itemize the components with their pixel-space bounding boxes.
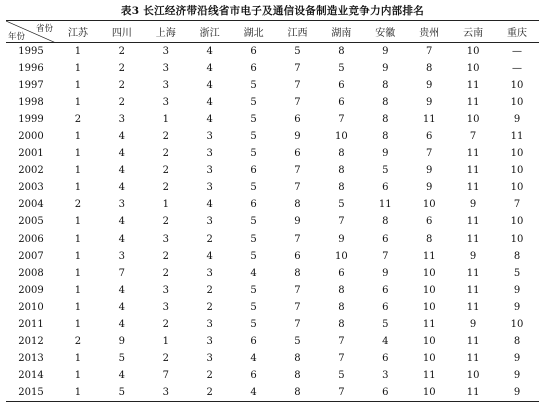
rank-cell: 7: [338, 353, 345, 365]
rank-cell: 7: [294, 319, 301, 331]
rank-cell: 2: [162, 182, 169, 194]
year-cell: 2011: [18, 319, 44, 331]
rank-cell: 4: [206, 113, 213, 125]
column-header-province: 贵州: [407, 21, 451, 43]
rank-cell: 7: [338, 216, 345, 228]
table-row: [6, 128, 539, 145]
rank-cell: 3: [382, 370, 389, 382]
year-cell: 1995: [18, 45, 44, 57]
rank-cell: 7: [338, 113, 345, 125]
rank-cell: 6: [382, 284, 389, 296]
rank-cell: 1: [162, 113, 169, 125]
rank-cell: 2: [118, 62, 126, 74]
rank-cell: 9: [513, 353, 521, 365]
rank-cell: 4: [206, 199, 213, 211]
rank-cell: 6: [382, 182, 389, 194]
rank-cell: 5: [250, 250, 257, 262]
rank-cell: 8: [338, 148, 345, 160]
rank-cell: 11: [466, 353, 480, 365]
rank-cell: 5: [382, 165, 389, 177]
year-cell: 1998: [18, 96, 44, 108]
table-row: [6, 77, 539, 94]
rank-cell: 6: [382, 233, 389, 245]
rank-cell: 5: [118, 353, 126, 365]
rank-cell: 3: [206, 165, 213, 177]
rank-cell: 5: [250, 148, 257, 160]
rank-cell: 9: [469, 319, 477, 331]
rank-cell: 11: [510, 131, 524, 143]
rank-cell: 8: [338, 319, 345, 331]
table-row: [6, 231, 539, 248]
rank-cell: 2: [74, 199, 82, 211]
rank-cell: 3: [206, 267, 213, 279]
rank-cell: 4: [118, 216, 126, 228]
rank-cell: 9: [382, 267, 389, 279]
rank-cell: 7: [294, 233, 301, 245]
rank-cell: 5: [513, 267, 521, 279]
header-row: [6, 21, 539, 43]
rank-cell: 2: [162, 319, 169, 331]
rank-cell: 2: [206, 284, 213, 296]
rank-cell: 6: [250, 62, 257, 74]
rank-cell: 9: [426, 79, 433, 91]
rank-cell: 9: [513, 113, 521, 125]
column-header-province: 云南: [451, 21, 495, 43]
rank-cell: 8: [382, 131, 389, 143]
column-header-province: 江西: [276, 21, 320, 43]
rank-cell: 4: [118, 301, 126, 313]
rank-cell: 9: [426, 96, 433, 108]
rank-cell: 3: [118, 250, 126, 262]
rank-cell: 8: [338, 284, 345, 296]
year-cell: 2009: [18, 284, 44, 296]
rank-cell: 8: [294, 267, 301, 279]
rank-cell: 5: [382, 319, 389, 331]
rank-cell: 1: [74, 267, 82, 279]
rank-cell: 5: [250, 96, 257, 108]
rank-cell: 5: [294, 336, 301, 348]
rank-cell: 5: [250, 216, 257, 228]
rank-cell: 6: [294, 250, 301, 262]
rank-cell: 1: [74, 353, 82, 365]
year-cell: 2001: [18, 148, 44, 160]
rank-cell: 10: [510, 182, 524, 194]
rank-cell: 6: [382, 353, 389, 365]
rank-cell: 4: [206, 45, 213, 57]
rank-cell: 5: [338, 62, 345, 74]
year-cell: 2000: [18, 131, 44, 143]
rank-cell: 11: [466, 165, 480, 177]
rank-cell: 6: [338, 79, 345, 91]
rank-cell: 11: [422, 319, 436, 331]
rank-cell: 5: [250, 319, 257, 331]
rank-cell: 1: [74, 45, 82, 57]
rank-cell: 4: [118, 148, 126, 160]
rank-cell: 1: [74, 79, 82, 91]
rank-cell: 6: [338, 96, 345, 108]
rank-cell: 4: [206, 79, 213, 91]
rank-cell: 11: [466, 182, 480, 194]
rank-cell: 8: [294, 199, 301, 211]
table-row: [6, 162, 539, 179]
rank-cell: 3: [162, 62, 169, 74]
rank-cell: 2: [118, 79, 126, 91]
rank-cell: 7: [426, 45, 433, 57]
rank-cell: 5: [250, 284, 257, 296]
table-row: [6, 213, 539, 230]
year-cell: 2010: [18, 301, 44, 313]
rank-cell: 1: [74, 370, 82, 382]
rank-cell: 2: [74, 336, 82, 348]
rank-cell: 7: [294, 301, 301, 313]
rank-cell: 1: [74, 301, 82, 313]
rank-cell: 6: [250, 370, 257, 382]
rank-cell: 11: [466, 284, 480, 296]
rank-cell: 6: [250, 336, 257, 348]
rank-cell: 9: [513, 301, 521, 313]
rank-cell: 7: [294, 165, 301, 177]
rank-cell: 1: [162, 336, 169, 348]
rank-cell: 1: [74, 62, 82, 74]
rank-cell: 2: [118, 96, 126, 108]
rank-cell: 8: [513, 336, 521, 348]
rank-cell: 7: [319, 384, 363, 401]
year-cell: 1999: [18, 113, 44, 125]
rank-cell: 9: [495, 384, 539, 401]
year-cell: 2014: [18, 370, 44, 382]
rank-cell: 8: [338, 165, 345, 177]
table-row: [6, 145, 539, 162]
year-cell: 2008: [18, 267, 44, 279]
rank-cell: 3: [206, 148, 213, 160]
rank-cell: 10: [335, 250, 348, 262]
rank-cell: 11: [466, 79, 480, 91]
column-header-province: 安徽: [363, 21, 407, 43]
rank-cell: 3: [118, 113, 126, 125]
rank-cell: 10: [466, 113, 480, 125]
rank-cell: 3: [162, 233, 169, 245]
rank-cell: 1: [74, 250, 82, 262]
rank-cell: 10: [510, 233, 524, 245]
rank-cell: 11: [378, 199, 392, 211]
rank-cell: 11: [466, 267, 480, 279]
rank-cell: 1: [162, 199, 169, 211]
rank-cell: 8: [426, 233, 433, 245]
rank-cell: 10: [422, 353, 436, 365]
rank-cell: 5: [338, 370, 345, 382]
rank-cell: 2: [162, 267, 169, 279]
rank-cell: 11: [422, 370, 436, 382]
rank-cell: 8: [382, 216, 389, 228]
rank-cell: 10: [510, 79, 524, 91]
rank-cell: 11: [466, 96, 480, 108]
rank-cell: 3: [118, 199, 126, 211]
rank-cell: 4: [250, 267, 257, 279]
table-row: [6, 60, 539, 77]
rank-cell: 6: [250, 165, 257, 177]
rank-cell: 5: [250, 233, 257, 245]
rank-cell: 10: [466, 370, 480, 382]
rank-cell: 3: [206, 336, 213, 348]
rank-cell: 8: [294, 353, 301, 365]
rank-cell: 8: [382, 113, 389, 125]
rank-cell: 6: [294, 148, 301, 160]
table-row: [6, 265, 539, 282]
rank-cell: 8: [382, 96, 389, 108]
rank-cell: 1: [74, 319, 82, 331]
rank-cell: 10: [510, 148, 524, 160]
rank-cell: 2: [206, 233, 213, 245]
ranking-table: [6, 20, 539, 402]
rank-cell: 3: [206, 353, 213, 365]
rank-cell: —: [512, 62, 523, 74]
rank-cell: 4: [232, 384, 276, 401]
rank-cell: 4: [206, 96, 213, 108]
rank-cell: 7: [294, 79, 301, 91]
rank-cell: 7: [294, 62, 301, 74]
year-cell: 1996: [18, 62, 44, 74]
rank-cell: 1: [74, 182, 82, 194]
rank-cell: 3: [162, 284, 169, 296]
rank-cell: 5: [338, 199, 345, 211]
year-cell: 2002: [18, 165, 44, 177]
rank-cell: 6: [363, 384, 407, 401]
rank-cell: 6: [338, 267, 345, 279]
rank-cell: 3: [162, 45, 169, 57]
year-cell: 2007: [18, 250, 44, 262]
rank-cell: 6: [250, 199, 257, 211]
rank-cell: 8: [338, 182, 345, 194]
rank-cell: 11: [466, 233, 480, 245]
rank-cell: 4: [118, 165, 126, 177]
rank-cell: 3: [206, 216, 213, 228]
rank-cell: 10: [510, 319, 524, 331]
rank-cell: 4: [118, 233, 126, 245]
rank-cell: 8: [338, 301, 345, 313]
rank-cell: 2: [162, 216, 169, 228]
rank-cell: 9: [469, 250, 477, 262]
rank-cell: 10: [510, 216, 524, 228]
rank-cell: 5: [250, 182, 257, 194]
rank-cell: 2: [206, 301, 213, 313]
rank-cell: 3: [162, 301, 169, 313]
rank-cell: 11: [466, 336, 480, 348]
rank-cell: 9: [382, 62, 389, 74]
rank-cell: 10: [510, 165, 524, 177]
rank-cell: 11: [466, 216, 480, 228]
year-cell: 2012: [18, 336, 44, 348]
rank-cell: 11: [466, 301, 480, 313]
table-row: [6, 384, 539, 401]
rank-cell: 10: [335, 131, 348, 143]
rank-cell: 3: [144, 384, 188, 401]
rank-cell: 2: [118, 45, 126, 57]
rank-cell: 2: [74, 113, 82, 125]
rank-cell: 10: [407, 384, 451, 401]
column-header-province: 四川: [100, 21, 144, 43]
rank-cell: 7: [513, 199, 521, 211]
rank-cell: 2: [162, 250, 169, 262]
column-header-province: 浙江: [188, 21, 232, 43]
table-title: 表3 长江经济带沿线省市电子及通信设备制造业竞争力内部排名: [120, 5, 425, 17]
table-row: [6, 248, 539, 265]
rank-cell: 2: [162, 148, 169, 160]
rank-cell: 1: [74, 148, 82, 160]
rank-cell: 9: [338, 233, 345, 245]
rank-cell: 6: [294, 113, 301, 125]
rank-cell: 6: [426, 131, 433, 143]
rank-cell: 9: [513, 370, 521, 382]
table-row: [6, 350, 539, 367]
rank-cell: 2: [206, 370, 213, 382]
rank-cell: 9: [382, 45, 389, 57]
column-header-province: 重庆: [495, 21, 539, 43]
column-header-province: 湖南: [319, 21, 363, 43]
rank-cell: 3: [206, 182, 213, 194]
rank-cell: 7: [294, 96, 301, 108]
rank-cell: —: [512, 45, 523, 57]
rank-cell: 3: [162, 96, 169, 108]
rank-cell: 7: [162, 370, 169, 382]
rank-cell: 11: [422, 113, 436, 125]
table-row: [6, 282, 539, 299]
rank-cell: 4: [118, 182, 126, 194]
column-header-province: 湖北: [232, 21, 276, 43]
rank-cell: 8: [294, 370, 301, 382]
rank-cell: 4: [118, 284, 126, 296]
year-cell: 2015: [6, 384, 56, 401]
rank-cell: 11: [422, 250, 436, 262]
rank-cell: 1: [74, 131, 82, 143]
rank-cell: 4: [118, 319, 126, 331]
corner-label-province: 省份: [35, 24, 53, 34]
table-row: [6, 299, 539, 316]
rank-cell: 4: [250, 353, 257, 365]
rank-cell: 8: [338, 45, 345, 57]
rank-cell: 6: [426, 216, 433, 228]
rank-cell: 4: [118, 370, 126, 382]
year-cell: 2006: [18, 233, 44, 245]
rank-cell: 9: [382, 148, 389, 160]
rank-cell: 10: [466, 62, 480, 74]
rank-cell: 1: [74, 96, 82, 108]
rank-cell: 10: [510, 96, 524, 108]
rank-cell: 8: [513, 250, 521, 262]
rank-cell: 10: [422, 267, 436, 279]
table-row: [6, 179, 539, 196]
rank-cell: 5: [294, 45, 301, 57]
rank-cell: 2: [162, 165, 169, 177]
rank-cell: 1: [74, 165, 82, 177]
rank-cell: 5: [100, 384, 144, 401]
rank-cell: 2: [162, 131, 169, 143]
rank-cell: 1: [74, 284, 82, 296]
year-cell: 2003: [18, 182, 44, 194]
rank-cell: 3: [206, 131, 213, 143]
rank-cell: 11: [451, 384, 495, 401]
rank-cell: 7: [426, 148, 433, 160]
year-cell: 2004: [18, 199, 44, 211]
table-row: [6, 94, 539, 111]
year-cell: 2013: [18, 353, 44, 365]
rank-cell: 7: [118, 267, 126, 279]
table-row: [6, 333, 539, 350]
rank-cell: 11: [466, 148, 480, 160]
rank-cell: 10: [422, 199, 436, 211]
rank-cell: 7: [338, 336, 345, 348]
rank-cell: 3: [206, 319, 213, 331]
rank-cell: 10: [422, 336, 436, 348]
rank-cell: 5: [250, 113, 257, 125]
rank-cell: 5: [250, 131, 257, 143]
rank-cell: 10: [422, 284, 436, 296]
rank-cell: 6: [382, 301, 389, 313]
table-row: [6, 196, 539, 213]
rank-cell: 4: [382, 336, 389, 348]
rank-cell: 6: [250, 45, 257, 57]
corner-label-year: 年份: [8, 32, 26, 42]
rank-cell: 7: [382, 250, 389, 262]
rank-cell: 2: [188, 384, 232, 401]
rank-cell: 4: [206, 62, 213, 74]
rank-cell: 5: [250, 301, 257, 313]
rank-cell: 9: [426, 182, 433, 194]
rank-cell: 9: [118, 336, 126, 348]
column-header-province: 上海: [144, 21, 188, 43]
rank-cell: 8: [426, 62, 433, 74]
year-cell: 1997: [18, 79, 44, 91]
rank-cell: 4: [206, 250, 213, 262]
rank-cell: 9: [294, 216, 301, 228]
rank-cell: 9: [469, 199, 477, 211]
rank-cell: 3: [162, 79, 169, 91]
rank-cell: 10: [422, 301, 436, 313]
rank-cell: 1: [74, 233, 82, 245]
rank-cell: 2: [162, 353, 169, 365]
rank-cell: 7: [294, 182, 301, 194]
rank-cell: 9: [426, 165, 433, 177]
rank-cell: 9: [294, 131, 301, 143]
rank-cell: 1: [56, 384, 100, 401]
rank-cell: 8: [276, 384, 320, 401]
table-row: [6, 111, 539, 128]
rank-cell: 1: [74, 216, 82, 228]
year-cell: 2005: [18, 216, 44, 228]
table-row: [6, 316, 539, 333]
rank-cell: 9: [513, 284, 521, 296]
table-body: [6, 43, 539, 402]
table-row: [6, 367, 539, 384]
rank-cell: 4: [118, 131, 126, 143]
rank-cell: 7: [294, 284, 301, 296]
rank-cell: 10: [466, 45, 480, 57]
table-row: [6, 43, 539, 60]
column-header-province: 江苏: [56, 21, 100, 43]
rank-cell: 7: [469, 131, 477, 143]
rank-cell: 8: [382, 79, 389, 91]
rank-cell: 5: [250, 79, 257, 91]
corner-header-cell: [6, 21, 56, 43]
